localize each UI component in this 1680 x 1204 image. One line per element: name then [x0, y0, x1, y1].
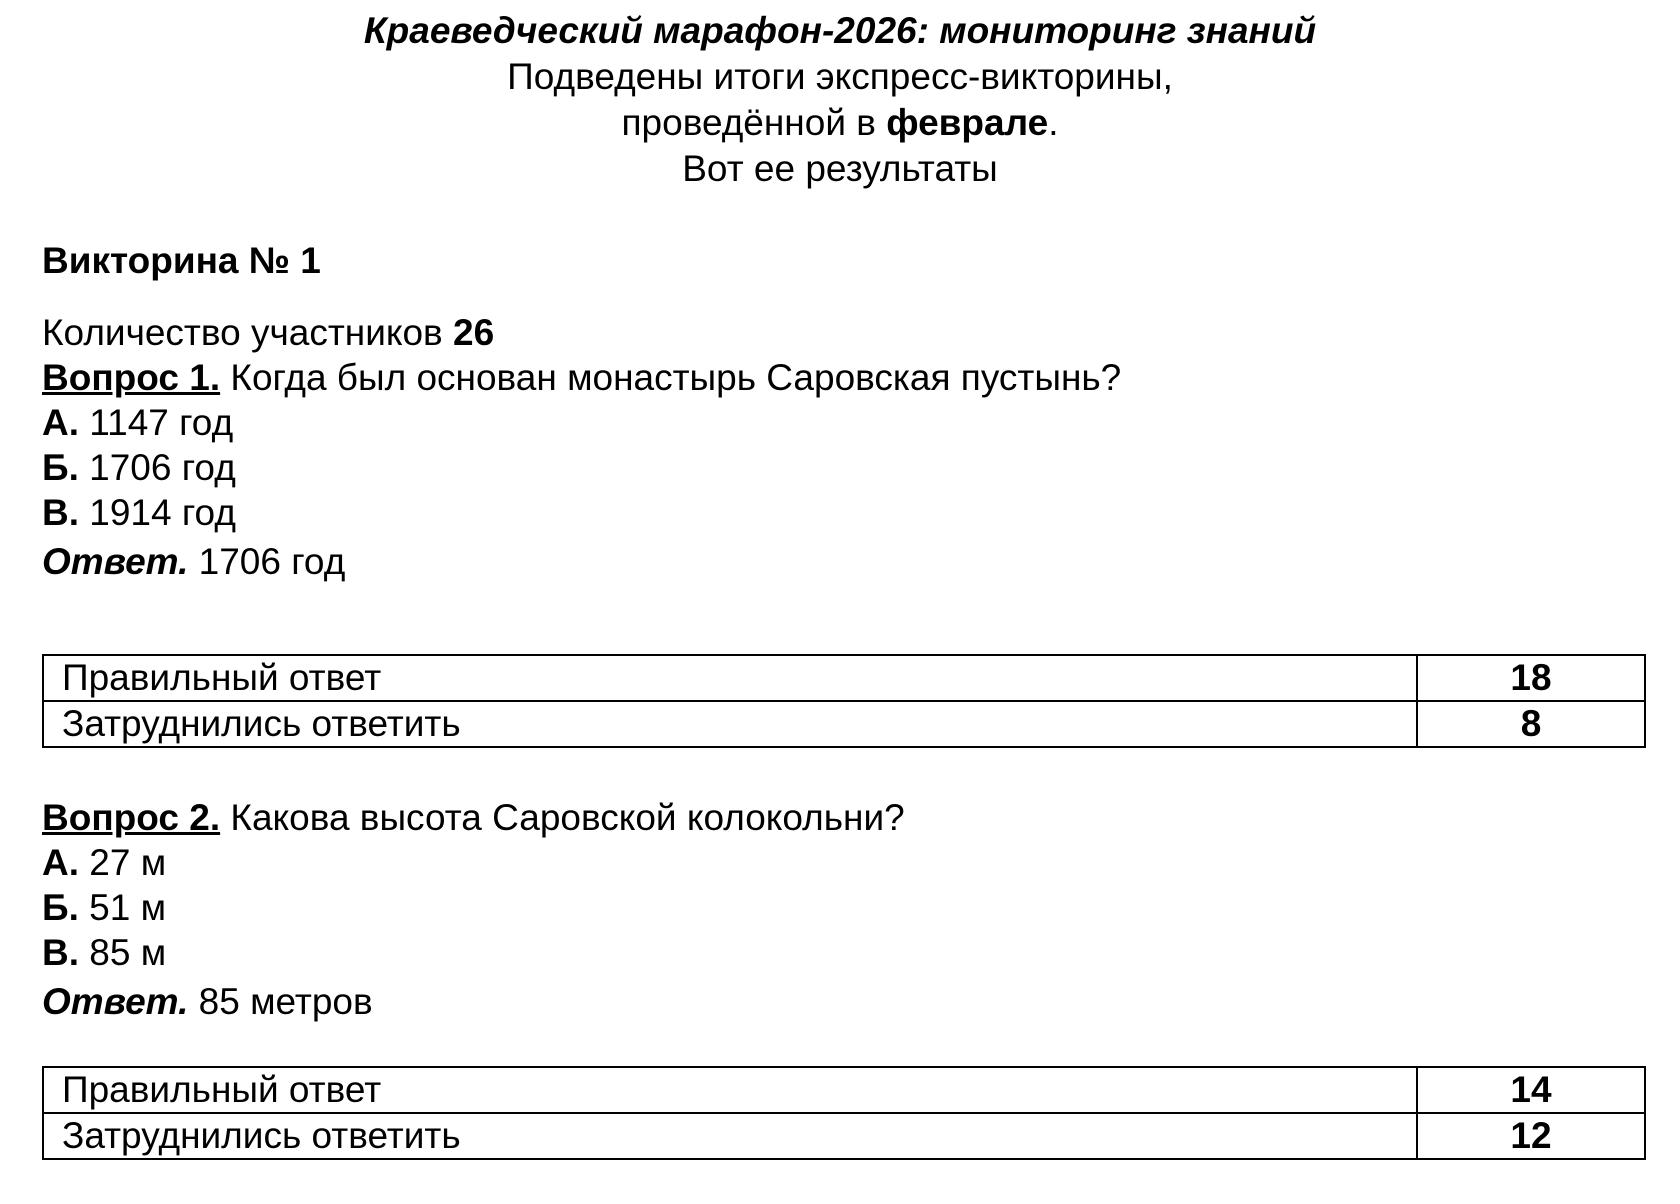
result-label: Правильный ответ [43, 1067, 1417, 1113]
participants-count: 26 [453, 312, 495, 353]
option-text: 27 м [79, 842, 167, 883]
quiz-title: Викторина № 1 [42, 240, 321, 281]
option-text: 1914 год [79, 492, 236, 533]
question-2-option-b [42, 885, 1642, 930]
header-line-2: Подведены итоги экспресс-викторины, [507, 56, 1173, 97]
option-letter: Б. [42, 447, 79, 488]
question-1-line [42, 355, 1642, 400]
result-value: 12 [1417, 1113, 1645, 1159]
participants-label: Количество участников [42, 312, 453, 353]
header-line-3-pre: проведённой в [621, 102, 887, 143]
question-1-answer [42, 539, 1642, 584]
table-row [43, 655, 1645, 701]
result-value: 18 [1417, 655, 1645, 701]
header-month: феврале [886, 102, 1049, 143]
question-2-line [42, 795, 1642, 840]
question-1-label: Вопрос 1. [42, 357, 221, 398]
participants-line [42, 310, 494, 356]
question-1 [42, 355, 1642, 584]
answer-label: Ответ. [42, 981, 189, 1022]
result-label: Затруднились ответить [43, 1113, 1417, 1159]
table-row [43, 1113, 1645, 1159]
header-line-3 [0, 100, 1680, 146]
question-2 [42, 795, 1642, 1024]
option-letter: В. [42, 932, 79, 973]
option-text: 51 м [78, 887, 167, 928]
result-value: 8 [1417, 701, 1645, 747]
document-title: Краеведческий марафон-2026: мониторинг знаний [363, 10, 1317, 51]
question-1-option-a [42, 400, 1642, 445]
header-line-3-post: . [1048, 102, 1059, 143]
answer-text: 85 метров [188, 981, 373, 1022]
question-1-results-table [42, 654, 1646, 748]
result-value: 14 [1417, 1067, 1645, 1113]
question-2-label: Вопрос 2. [42, 797, 221, 838]
question-2-answer [42, 979, 1642, 1024]
option-letter: А. [42, 402, 79, 443]
document-header [0, 8, 1680, 192]
option-text: 1147 год [79, 402, 234, 443]
table-row [43, 701, 1645, 747]
question-2-option-c [42, 930, 1642, 975]
option-text: 85 м [79, 932, 167, 973]
option-letter: Б. [42, 887, 79, 928]
option-letter: А. [42, 842, 79, 883]
question-2-results-table [42, 1066, 1646, 1160]
option-letter: В. [42, 492, 79, 533]
question-2-option-a [42, 840, 1642, 885]
result-label: Правильный ответ [43, 655, 1417, 701]
answer-text: 1706 год [188, 541, 346, 582]
question-2-text: Какова высота Саровской колокольни? [220, 797, 905, 838]
question-1-option-c [42, 490, 1642, 535]
question-1-text: Когда был основан монастырь Саровская пустынь? [220, 357, 1122, 398]
table-row [43, 1067, 1645, 1113]
result-label: Затруднились ответить [43, 701, 1417, 747]
option-text: 1706 год [78, 447, 236, 488]
question-1-option-b [42, 445, 1642, 490]
header-line-4: Вот ее результаты [682, 148, 998, 189]
answer-label: Ответ. [42, 541, 189, 582]
